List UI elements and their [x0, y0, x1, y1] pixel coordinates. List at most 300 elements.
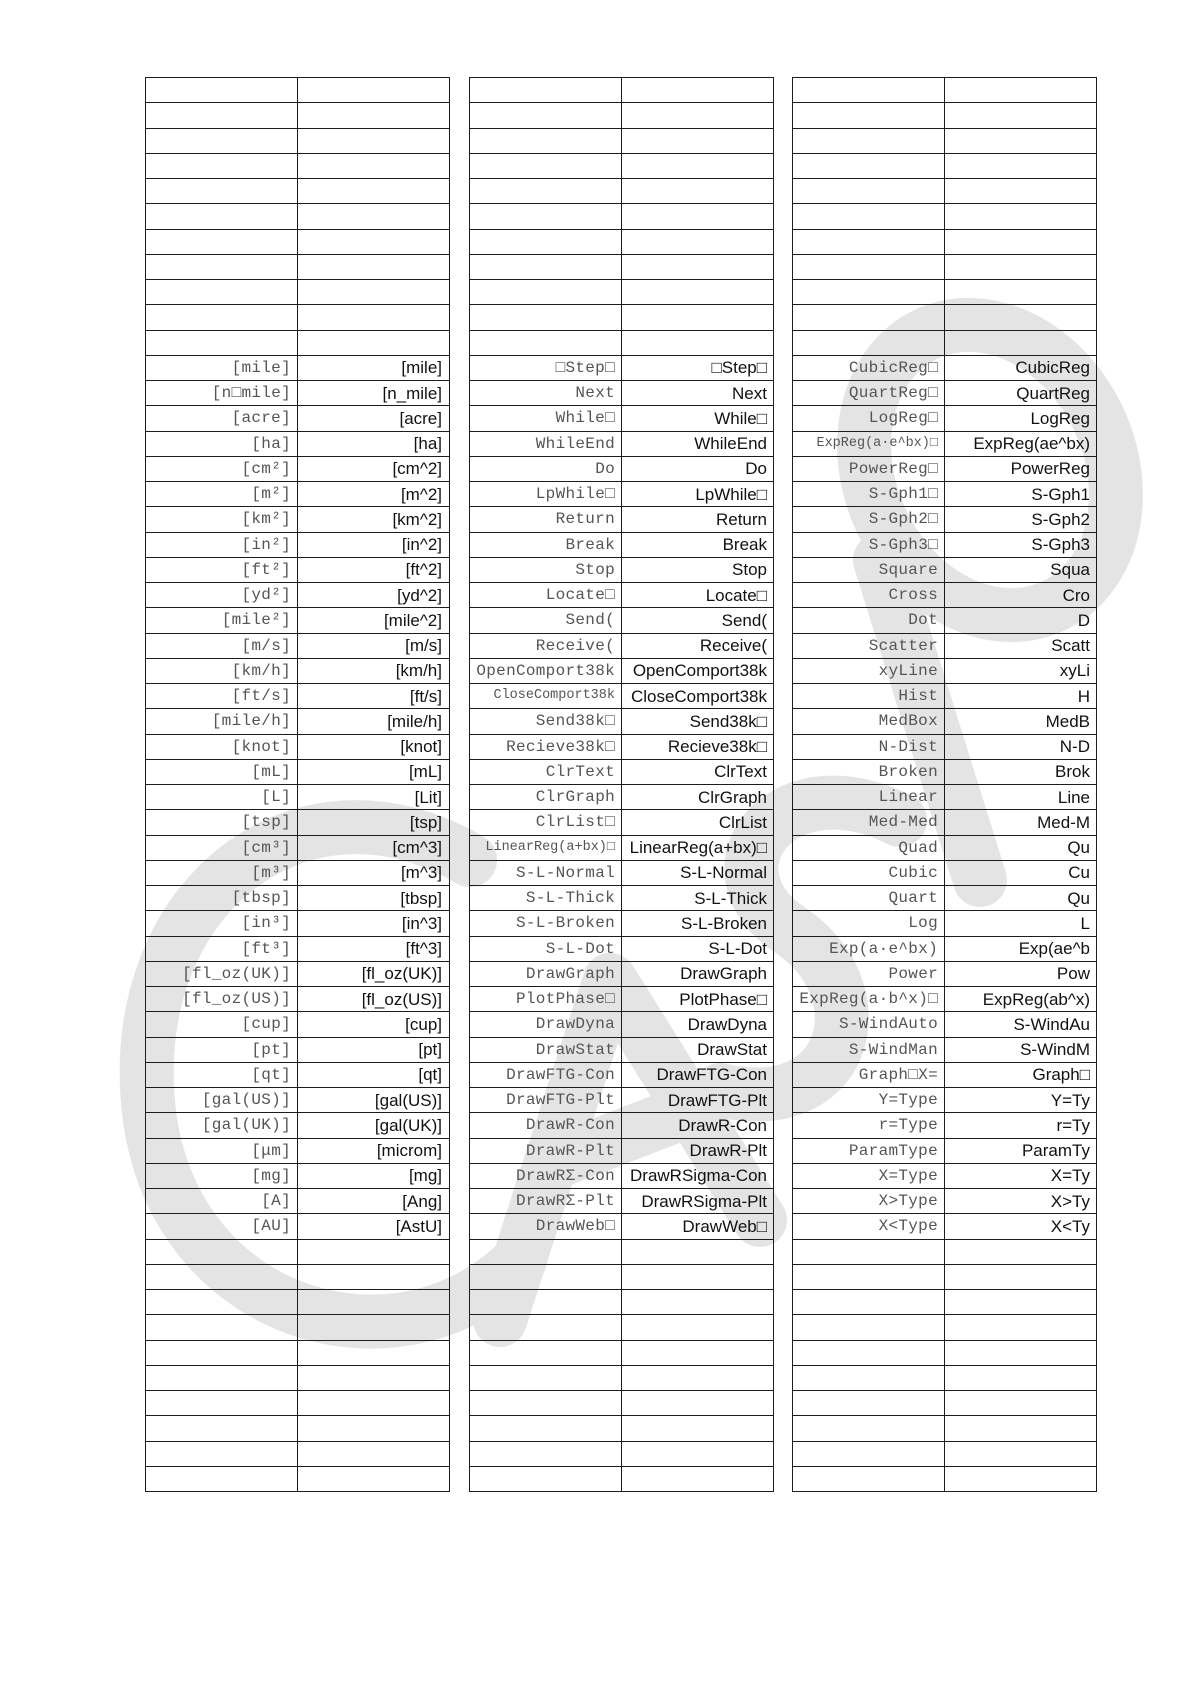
- empty-cell: [793, 1290, 945, 1315]
- empty-cell: [470, 78, 622, 103]
- empty-cell: [622, 1416, 774, 1441]
- table-row: [470, 911, 774, 936]
- text-cell: [microm]: [298, 1138, 450, 1163]
- command-cell: ParamType: [793, 1138, 945, 1163]
- text-cell: X=Ty: [945, 1163, 1097, 1188]
- empty-cell: [298, 1416, 450, 1441]
- command-cell: [AU]: [146, 1214, 298, 1239]
- empty-cell: [945, 1416, 1097, 1441]
- command-cell: ExpReg(a·e^bx)□: [793, 431, 945, 456]
- text-cell: [tbsp]: [298, 886, 450, 911]
- unit-command-table: [145, 77, 450, 1492]
- command-cell: Log: [793, 911, 945, 936]
- empty-cell: [945, 1365, 1097, 1390]
- table-row: [146, 557, 450, 582]
- blank-row: [146, 254, 450, 279]
- empty-cell: [470, 1315, 622, 1340]
- table-row: [470, 810, 774, 835]
- blank-row: [146, 153, 450, 178]
- empty-cell: [146, 1340, 298, 1365]
- table-row: [470, 1138, 774, 1163]
- empty-cell: [298, 1391, 450, 1416]
- table-row: [470, 456, 774, 481]
- text-cell: Return: [622, 507, 774, 532]
- empty-cell: [470, 1340, 622, 1365]
- table-row: [146, 1037, 450, 1062]
- table-row: [146, 1163, 450, 1188]
- blank-row: [470, 330, 774, 355]
- command-cell: [knot]: [146, 734, 298, 759]
- table-row: [793, 709, 1097, 734]
- table-row: [793, 1062, 1097, 1087]
- blank-row: [146, 229, 450, 254]
- text-cell: Squa: [945, 557, 1097, 582]
- command-cell: Send(: [470, 608, 622, 633]
- command-cell: DrawGraph: [470, 961, 622, 986]
- empty-cell: [945, 103, 1097, 128]
- command-cell: Return: [470, 507, 622, 532]
- empty-cell: [945, 78, 1097, 103]
- empty-cell: [470, 153, 622, 178]
- command-cell: MedBox: [793, 709, 945, 734]
- table-row: [470, 1214, 774, 1239]
- command-cell: DrawFTG-Con: [470, 1062, 622, 1087]
- empty-cell: [945, 305, 1097, 330]
- text-cell: Pow: [945, 961, 1097, 986]
- table-row: [470, 759, 774, 784]
- blank-row: [793, 1466, 1097, 1491]
- table-row: [146, 1138, 450, 1163]
- command-cell: ClrText: [470, 759, 622, 784]
- blank-row: [470, 1264, 774, 1289]
- table-row: [793, 860, 1097, 885]
- blank-row: [793, 1441, 1097, 1466]
- empty-cell: [622, 204, 774, 229]
- text-cell: □Step□: [622, 355, 774, 380]
- table-row: [793, 987, 1097, 1012]
- blank-row: [793, 305, 1097, 330]
- empty-cell: [945, 1264, 1097, 1289]
- text-cell: Cro: [945, 583, 1097, 608]
- table-row: [793, 431, 1097, 456]
- table-row: [146, 1012, 450, 1037]
- command-cell: S-L-Normal: [470, 860, 622, 885]
- text-cell: [ft/s]: [298, 684, 450, 709]
- empty-cell: [146, 204, 298, 229]
- empty-cell: [470, 1290, 622, 1315]
- command-cell: DrawRΣ-Con: [470, 1163, 622, 1188]
- command-cell: Cross: [793, 583, 945, 608]
- empty-cell: [622, 1239, 774, 1264]
- empty-cell: [146, 179, 298, 204]
- table-row: [793, 381, 1097, 406]
- text-cell: Locate□: [622, 583, 774, 608]
- text-cell: [in^2]: [298, 532, 450, 557]
- text-cell: [gal(UK)]: [298, 1113, 450, 1138]
- blank-row: [793, 1340, 1097, 1365]
- empty-cell: [470, 254, 622, 279]
- empty-cell: [793, 179, 945, 204]
- command-cell: [cm³]: [146, 835, 298, 860]
- empty-cell: [793, 1441, 945, 1466]
- blank-row: [793, 229, 1097, 254]
- empty-cell: [793, 204, 945, 229]
- table-row: [146, 482, 450, 507]
- empty-cell: [146, 78, 298, 103]
- table-row: [793, 456, 1097, 481]
- blank-row: [146, 330, 450, 355]
- blank-row: [470, 78, 774, 103]
- empty-cell: [793, 1466, 945, 1491]
- command-cell: LinearReg(a+bx)□: [470, 835, 622, 860]
- table-row: [793, 1163, 1097, 1188]
- empty-cell: [470, 128, 622, 153]
- empty-cell: [793, 1340, 945, 1365]
- empty-cell: [945, 1239, 1097, 1264]
- table-row: [470, 1113, 774, 1138]
- command-cell: DrawR-Con: [470, 1113, 622, 1138]
- empty-cell: [470, 1466, 622, 1491]
- empty-cell: [470, 1391, 622, 1416]
- command-cell: QuartReg□: [793, 381, 945, 406]
- blank-row: [470, 128, 774, 153]
- empty-cell: [793, 1239, 945, 1264]
- command-cell: PowerReg□: [793, 456, 945, 481]
- empty-cell: [622, 1315, 774, 1340]
- empty-cell: [622, 229, 774, 254]
- empty-cell: [470, 1264, 622, 1289]
- command-cell: Scatter: [793, 633, 945, 658]
- table-row: [146, 456, 450, 481]
- command-cell: S-L-Dot: [470, 936, 622, 961]
- table-row: [793, 759, 1097, 784]
- blank-row: [146, 1416, 450, 1441]
- table-row: [793, 406, 1097, 431]
- command-cell: CloseComport38k: [470, 684, 622, 709]
- empty-cell: [298, 128, 450, 153]
- blank-row: [146, 103, 450, 128]
- table-row: [793, 684, 1097, 709]
- empty-cell: [470, 179, 622, 204]
- table-row: [470, 507, 774, 532]
- empty-cell: [622, 1391, 774, 1416]
- command-cell: Y=Type: [793, 1088, 945, 1113]
- empty-cell: [470, 204, 622, 229]
- command-cell: Quad: [793, 835, 945, 860]
- text-cell: Recieve38k□: [622, 734, 774, 759]
- command-cell: While□: [470, 406, 622, 431]
- command-cell: ClrGraph: [470, 785, 622, 810]
- table-row: [470, 987, 774, 1012]
- table-row: [146, 785, 450, 810]
- table-row: [146, 1088, 450, 1113]
- command-cell: [mg]: [146, 1163, 298, 1188]
- text-cell: DrawFTG-Con: [622, 1062, 774, 1087]
- text-cell: DrawRSigma-Con: [622, 1163, 774, 1188]
- empty-cell: [298, 1290, 450, 1315]
- text-cell: Qu: [945, 886, 1097, 911]
- text-cell: [mile]: [298, 355, 450, 380]
- text-cell: r=Ty: [945, 1113, 1097, 1138]
- text-cell: [Lit]: [298, 785, 450, 810]
- text-cell: ClrText: [622, 759, 774, 784]
- command-cell: DrawR-Plt: [470, 1138, 622, 1163]
- text-cell: Cu: [945, 860, 1097, 885]
- table-row: [470, 381, 774, 406]
- empty-cell: [298, 1340, 450, 1365]
- command-cell: [mile²]: [146, 608, 298, 633]
- text-cell: Break: [622, 532, 774, 557]
- blank-row: [146, 1340, 450, 1365]
- command-cell: [in³]: [146, 911, 298, 936]
- text-cell: Do: [622, 456, 774, 481]
- table-row: [470, 583, 774, 608]
- program-command-table: [469, 77, 774, 1492]
- blank-row: [793, 1264, 1097, 1289]
- blank-row: [793, 1315, 1097, 1340]
- text-cell: CloseComport38k: [622, 684, 774, 709]
- command-cell: Dot: [793, 608, 945, 633]
- command-cell: [km/h]: [146, 658, 298, 683]
- text-cell: DrawR-Con: [622, 1113, 774, 1138]
- command-cell: DrawStat: [470, 1037, 622, 1062]
- text-cell: DrawWeb□: [622, 1214, 774, 1239]
- text-cell: S-WindAu: [945, 1012, 1097, 1037]
- table-row: [793, 734, 1097, 759]
- blank-row: [793, 1365, 1097, 1390]
- text-cell: [m^3]: [298, 860, 450, 885]
- table-row: [146, 658, 450, 683]
- table-row: [146, 936, 450, 961]
- text-cell: ExpReg(ae^bx): [945, 431, 1097, 456]
- text-cell: S-L-Thick: [622, 886, 774, 911]
- text-cell: [qt]: [298, 1062, 450, 1087]
- text-cell: S-L-Broken: [622, 911, 774, 936]
- table-row: [146, 709, 450, 734]
- empty-cell: [622, 330, 774, 355]
- empty-cell: [298, 204, 450, 229]
- command-cell: Quart: [793, 886, 945, 911]
- text-cell: ClrGraph: [622, 785, 774, 810]
- text-cell: DrawStat: [622, 1037, 774, 1062]
- table-row: [470, 961, 774, 986]
- text-cell: [km^2]: [298, 507, 450, 532]
- command-cell: Next: [470, 381, 622, 406]
- command-cell: [acre]: [146, 406, 298, 431]
- table-row: [793, 1037, 1097, 1062]
- command-cell: Stop: [470, 557, 622, 582]
- text-cell: [yd^2]: [298, 583, 450, 608]
- empty-cell: [146, 229, 298, 254]
- text-cell: QuartReg: [945, 381, 1097, 406]
- text-cell: DrawFTG-Plt: [622, 1088, 774, 1113]
- text-cell: LpWhile□: [622, 482, 774, 507]
- command-cell: DrawWeb□: [470, 1214, 622, 1239]
- table-row: [470, 886, 774, 911]
- table-row: [146, 1214, 450, 1239]
- table-row: [793, 507, 1097, 532]
- text-cell: MedB: [945, 709, 1097, 734]
- empty-cell: [146, 1466, 298, 1491]
- command-cell: [cup]: [146, 1012, 298, 1037]
- blank-row: [793, 179, 1097, 204]
- empty-cell: [298, 254, 450, 279]
- text-cell: D: [945, 608, 1097, 633]
- text-cell: [ft^3]: [298, 936, 450, 961]
- blank-row: [470, 1391, 774, 1416]
- blank-row: [470, 1239, 774, 1264]
- empty-cell: [470, 103, 622, 128]
- empty-cell: [945, 1441, 1097, 1466]
- command-cell: [gal(US)]: [146, 1088, 298, 1113]
- table-row: [470, 936, 774, 961]
- table-row: [470, 557, 774, 582]
- command-cell: [yd²]: [146, 583, 298, 608]
- text-cell: While□: [622, 406, 774, 431]
- blank-row: [470, 103, 774, 128]
- blank-row: [470, 254, 774, 279]
- command-cell: [m²]: [146, 482, 298, 507]
- text-cell: H: [945, 684, 1097, 709]
- table-row: [146, 987, 450, 1012]
- text-cell: Graph□: [945, 1062, 1097, 1087]
- table-row: [793, 557, 1097, 582]
- empty-cell: [298, 153, 450, 178]
- blank-row: [470, 1365, 774, 1390]
- text-cell: Exp(ae^b: [945, 936, 1097, 961]
- empty-cell: [945, 229, 1097, 254]
- empty-cell: [470, 330, 622, 355]
- text-cell: [AstU]: [298, 1214, 450, 1239]
- empty-cell: [622, 153, 774, 178]
- empty-cell: [146, 1416, 298, 1441]
- empty-cell: [470, 1441, 622, 1466]
- blank-row: [470, 1340, 774, 1365]
- command-cell: [fl_oz(US)]: [146, 987, 298, 1012]
- empty-cell: [622, 128, 774, 153]
- table-row: [146, 684, 450, 709]
- command-cell: [mile/h]: [146, 709, 298, 734]
- empty-cell: [945, 1290, 1097, 1315]
- empty-cell: [793, 254, 945, 279]
- text-cell: S-Gph1: [945, 482, 1097, 507]
- text-cell: [km/h]: [298, 658, 450, 683]
- table-row: [470, 1088, 774, 1113]
- text-cell: [gal(US)]: [298, 1088, 450, 1113]
- text-cell: Stop: [622, 557, 774, 582]
- empty-cell: [146, 1264, 298, 1289]
- empty-cell: [945, 1466, 1097, 1491]
- text-cell: [cm^3]: [298, 835, 450, 860]
- command-cell: [mL]: [146, 759, 298, 784]
- empty-cell: [298, 1466, 450, 1491]
- text-cell: S-WindM: [945, 1037, 1097, 1062]
- blank-row: [470, 280, 774, 305]
- text-cell: [cup]: [298, 1012, 450, 1037]
- table-row: [146, 406, 450, 431]
- command-cell: X>Type: [793, 1189, 945, 1214]
- blank-row: [146, 1391, 450, 1416]
- table-row: [793, 1012, 1097, 1037]
- command-cell: LpWhile□: [470, 482, 622, 507]
- table-row: [146, 532, 450, 557]
- text-cell: Med-M: [945, 810, 1097, 835]
- empty-cell: [622, 103, 774, 128]
- empty-cell: [146, 1365, 298, 1390]
- command-cell: CubicReg□: [793, 355, 945, 380]
- command-cell: N-Dist: [793, 734, 945, 759]
- blank-row: [146, 1315, 450, 1340]
- text-cell: OpenComport38k: [622, 658, 774, 683]
- blank-row: [146, 1441, 450, 1466]
- empty-cell: [298, 280, 450, 305]
- table-row: [146, 1113, 450, 1138]
- table-row: [470, 633, 774, 658]
- command-cell: [in²]: [146, 532, 298, 557]
- command-cell: [fl_oz(UK)]: [146, 961, 298, 986]
- command-cell: Do: [470, 456, 622, 481]
- text-cell: Y=Ty: [945, 1088, 1097, 1113]
- command-cell: [ha]: [146, 431, 298, 456]
- command-cell: [mile]: [146, 355, 298, 380]
- table-row: [146, 1062, 450, 1087]
- command-cell: S-Gph2□: [793, 507, 945, 532]
- command-cell: [A]: [146, 1189, 298, 1214]
- blank-row: [470, 1290, 774, 1315]
- table-row: [146, 608, 450, 633]
- text-cell: ClrList: [622, 810, 774, 835]
- text-cell: N-D: [945, 734, 1097, 759]
- command-cell: X<Type: [793, 1214, 945, 1239]
- table-row: [470, 709, 774, 734]
- text-cell: [cm^2]: [298, 456, 450, 481]
- blank-row: [793, 280, 1097, 305]
- empty-cell: [146, 1290, 298, 1315]
- empty-cell: [146, 305, 298, 330]
- empty-cell: [622, 280, 774, 305]
- blank-row: [793, 153, 1097, 178]
- empty-cell: [793, 1365, 945, 1390]
- text-cell: [tsp]: [298, 810, 450, 835]
- empty-cell: [298, 305, 450, 330]
- table-row: [146, 810, 450, 835]
- command-cell: [km²]: [146, 507, 298, 532]
- empty-cell: [793, 1391, 945, 1416]
- command-cell: S-L-Broken: [470, 911, 622, 936]
- text-cell: [in^3]: [298, 911, 450, 936]
- empty-cell: [298, 179, 450, 204]
- blank-row: [793, 254, 1097, 279]
- empty-cell: [945, 1391, 1097, 1416]
- command-cell: [pt]: [146, 1037, 298, 1062]
- blank-row: [470, 1416, 774, 1441]
- table-row: [793, 658, 1097, 683]
- table-row: [470, 1163, 774, 1188]
- empty-cell: [622, 1441, 774, 1466]
- command-cell: [tbsp]: [146, 886, 298, 911]
- table-row: [146, 633, 450, 658]
- command-cell: S-Gph1□: [793, 482, 945, 507]
- table-row: [146, 355, 450, 380]
- table-row: [793, 1189, 1097, 1214]
- text-cell: LogReg: [945, 406, 1097, 431]
- table-row: [470, 355, 774, 380]
- command-cell: [tsp]: [146, 810, 298, 835]
- empty-cell: [945, 153, 1097, 178]
- empty-cell: [298, 1315, 450, 1340]
- table-row: [146, 583, 450, 608]
- empty-cell: [470, 1239, 622, 1264]
